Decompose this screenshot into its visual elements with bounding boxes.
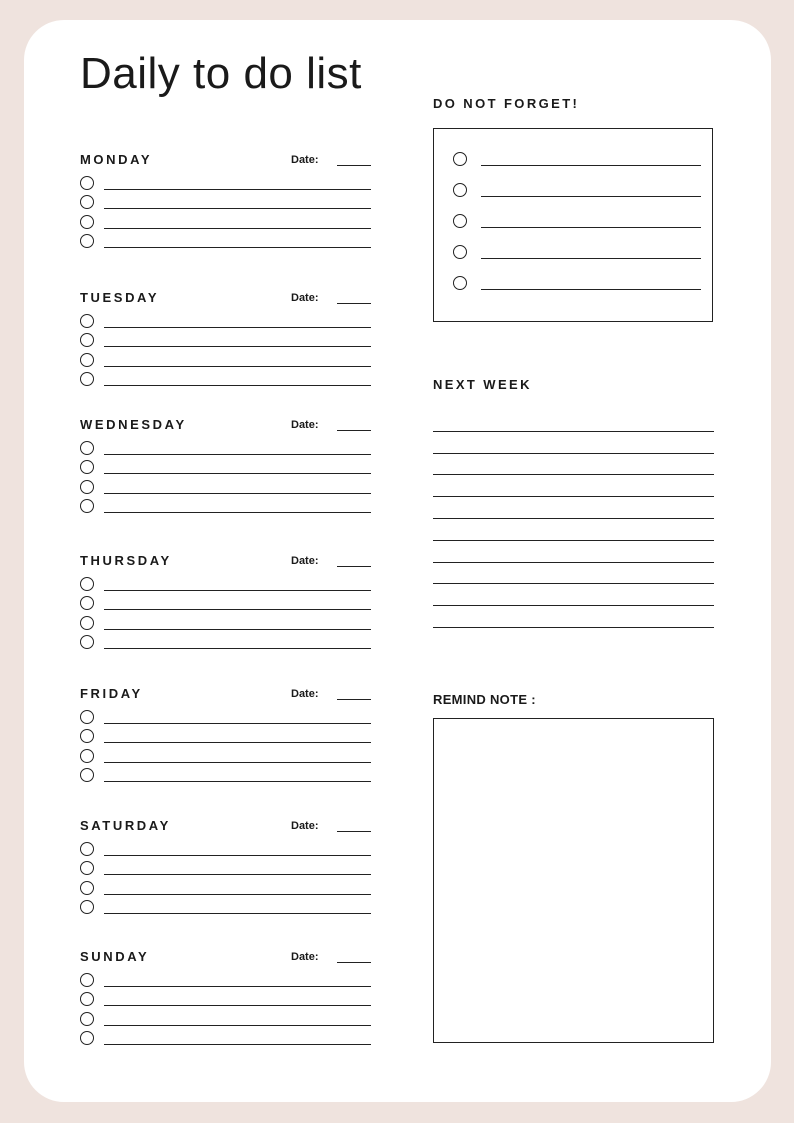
- reminder-write-line[interactable]: [481, 165, 701, 166]
- task-checkbox[interactable]: [80, 973, 94, 987]
- task-item: [80, 596, 372, 612]
- reminder-write-line[interactable]: [481, 227, 701, 228]
- date-label: Date:: [291, 555, 319, 567]
- task-item: [80, 215, 372, 231]
- task-checkbox[interactable]: [80, 314, 94, 328]
- next-week-write-line[interactable]: [433, 518, 714, 519]
- task-checkbox[interactable]: [80, 176, 94, 190]
- task-write-line[interactable]: [104, 648, 371, 649]
- date-label: Date:: [291, 292, 319, 304]
- task-item: [80, 441, 372, 457]
- day-name: TUESDAY: [80, 290, 160, 305]
- reminder-checkbox[interactable]: [453, 152, 467, 166]
- reminder-write-line[interactable]: [481, 289, 701, 290]
- task-item: [80, 460, 372, 476]
- date-field[interactable]: [337, 831, 371, 832]
- task-checkbox[interactable]: [80, 480, 94, 494]
- next-week-write-line[interactable]: [433, 453, 714, 454]
- date-label: Date:: [291, 419, 319, 431]
- reminder-item: [453, 214, 703, 230]
- task-write-line[interactable]: [104, 609, 371, 610]
- reminder-checkbox[interactable]: [453, 245, 467, 259]
- task-item: [80, 1031, 372, 1047]
- task-item: [80, 710, 372, 726]
- day-name: THURSDAY: [80, 553, 172, 568]
- day-name: FRIDAY: [80, 686, 143, 701]
- date-field[interactable]: [337, 962, 371, 963]
- next-week-write-line[interactable]: [433, 627, 714, 628]
- next-week-write-line[interactable]: [433, 583, 714, 584]
- task-item: [80, 616, 372, 632]
- day-section-friday: [80, 686, 372, 806]
- task-write-line[interactable]: [104, 366, 371, 367]
- reminder-item: [453, 276, 703, 292]
- task-write-line[interactable]: [104, 913, 371, 914]
- task-checkbox[interactable]: [80, 460, 94, 474]
- task-write-line[interactable]: [104, 781, 371, 782]
- task-checkbox[interactable]: [80, 1012, 94, 1026]
- task-item: [80, 333, 372, 349]
- task-item: [80, 729, 372, 745]
- task-checkbox[interactable]: [80, 577, 94, 591]
- task-checkbox[interactable]: [80, 861, 94, 875]
- task-write-line[interactable]: [104, 493, 371, 494]
- date-field[interactable]: [337, 699, 371, 700]
- next-week-write-line[interactable]: [433, 474, 714, 475]
- task-write-line[interactable]: [104, 723, 371, 724]
- task-item: [80, 372, 372, 388]
- remind-note-box[interactable]: [433, 718, 714, 1043]
- task-checkbox[interactable]: [80, 992, 94, 1006]
- task-checkbox[interactable]: [80, 900, 94, 914]
- task-write-line[interactable]: [104, 228, 371, 229]
- task-write-line[interactable]: [104, 629, 371, 630]
- next-week-write-line[interactable]: [433, 540, 714, 541]
- reminder-write-line[interactable]: [481, 196, 701, 197]
- day-name: SUNDAY: [80, 949, 150, 964]
- task-write-line[interactable]: [104, 346, 371, 347]
- task-item: [80, 635, 372, 651]
- next-week-write-line[interactable]: [433, 431, 714, 432]
- task-item: [80, 768, 372, 784]
- date-label: Date:: [291, 951, 319, 963]
- task-item: [80, 480, 372, 496]
- task-item: [80, 234, 372, 250]
- task-write-line[interactable]: [104, 874, 371, 875]
- task-write-line[interactable]: [104, 247, 371, 248]
- task-item: [80, 861, 372, 877]
- date-field[interactable]: [337, 165, 371, 166]
- next-week-write-line[interactable]: [433, 605, 714, 606]
- task-checkbox[interactable]: [80, 749, 94, 763]
- day-section-saturday: [80, 818, 372, 938]
- task-item: [80, 314, 372, 330]
- task-item: [80, 353, 372, 369]
- task-checkbox[interactable]: [80, 353, 94, 367]
- task-write-line[interactable]: [104, 1025, 371, 1026]
- next-week-title: NEXT WEEK: [433, 377, 532, 392]
- next-week-write-line[interactable]: [433, 496, 714, 497]
- task-write-line[interactable]: [104, 1044, 371, 1045]
- task-checkbox[interactable]: [80, 333, 94, 347]
- task-item: [80, 992, 372, 1008]
- date-field[interactable]: [337, 430, 371, 431]
- task-checkbox[interactable]: [80, 616, 94, 630]
- date-label: Date:: [291, 688, 319, 700]
- task-item: [80, 749, 372, 765]
- task-checkbox[interactable]: [80, 881, 94, 895]
- task-checkbox[interactable]: [80, 710, 94, 724]
- task-write-line[interactable]: [104, 385, 371, 386]
- task-checkbox[interactable]: [80, 499, 94, 513]
- task-write-line[interactable]: [104, 1005, 371, 1006]
- task-write-line[interactable]: [104, 208, 371, 209]
- task-write-line[interactable]: [104, 855, 371, 856]
- task-write-line[interactable]: [104, 454, 371, 455]
- day-section-tuesday: [80, 290, 372, 410]
- task-item: [80, 881, 372, 897]
- reminder-item: [453, 245, 703, 261]
- next-week-write-line[interactable]: [433, 562, 714, 563]
- task-write-line[interactable]: [104, 986, 371, 987]
- task-item: [80, 176, 372, 192]
- task-checkbox[interactable]: [80, 195, 94, 209]
- task-checkbox[interactable]: [80, 372, 94, 386]
- reminder-item: [453, 183, 703, 199]
- reminder-checkbox[interactable]: [453, 183, 467, 197]
- task-checkbox[interactable]: [80, 215, 94, 229]
- task-checkbox[interactable]: [80, 729, 94, 743]
- task-write-line[interactable]: [104, 327, 371, 328]
- task-write-line[interactable]: [104, 762, 371, 763]
- date-label: Date:: [291, 154, 319, 166]
- reminder-item: [453, 152, 703, 168]
- task-checkbox[interactable]: [80, 842, 94, 856]
- date-label: Date:: [291, 820, 319, 832]
- day-section-wednesday: [80, 417, 372, 537]
- task-write-line[interactable]: [104, 512, 371, 513]
- day-section-thursday: [80, 553, 372, 673]
- reminder-write-line[interactable]: [481, 258, 701, 259]
- task-checkbox[interactable]: [80, 635, 94, 649]
- task-item: [80, 195, 372, 211]
- task-write-line[interactable]: [104, 473, 371, 474]
- reminder-checkbox[interactable]: [453, 276, 467, 290]
- do-not-forget-title: DO NOT FORGET!: [433, 96, 580, 111]
- task-checkbox[interactable]: [80, 234, 94, 248]
- task-item: [80, 973, 372, 989]
- task-checkbox[interactable]: [80, 1031, 94, 1045]
- task-write-line[interactable]: [104, 894, 371, 895]
- task-write-line[interactable]: [104, 590, 371, 591]
- task-checkbox[interactable]: [80, 441, 94, 455]
- task-item: [80, 1012, 372, 1028]
- date-field[interactable]: [337, 303, 371, 304]
- task-item: [80, 842, 372, 858]
- task-item: [80, 499, 372, 515]
- task-write-line[interactable]: [104, 189, 371, 190]
- task-item: [80, 577, 372, 593]
- day-name: MONDAY: [80, 152, 153, 167]
- reminder-checkbox[interactable]: [453, 214, 467, 228]
- day-section-sunday: [80, 949, 372, 1069]
- task-checkbox[interactable]: [80, 596, 94, 610]
- day-name: SATURDAY: [80, 818, 171, 833]
- date-field[interactable]: [337, 566, 371, 567]
- day-section-monday: [80, 152, 372, 272]
- task-write-line[interactable]: [104, 742, 371, 743]
- remind-note-title: REMIND NOTE :: [433, 692, 536, 707]
- task-checkbox[interactable]: [80, 768, 94, 782]
- day-name: WEDNESDAY: [80, 417, 187, 432]
- do-not-forget-box: [433, 128, 713, 322]
- task-item: [80, 900, 372, 916]
- page-title: Daily to do list: [80, 49, 362, 98]
